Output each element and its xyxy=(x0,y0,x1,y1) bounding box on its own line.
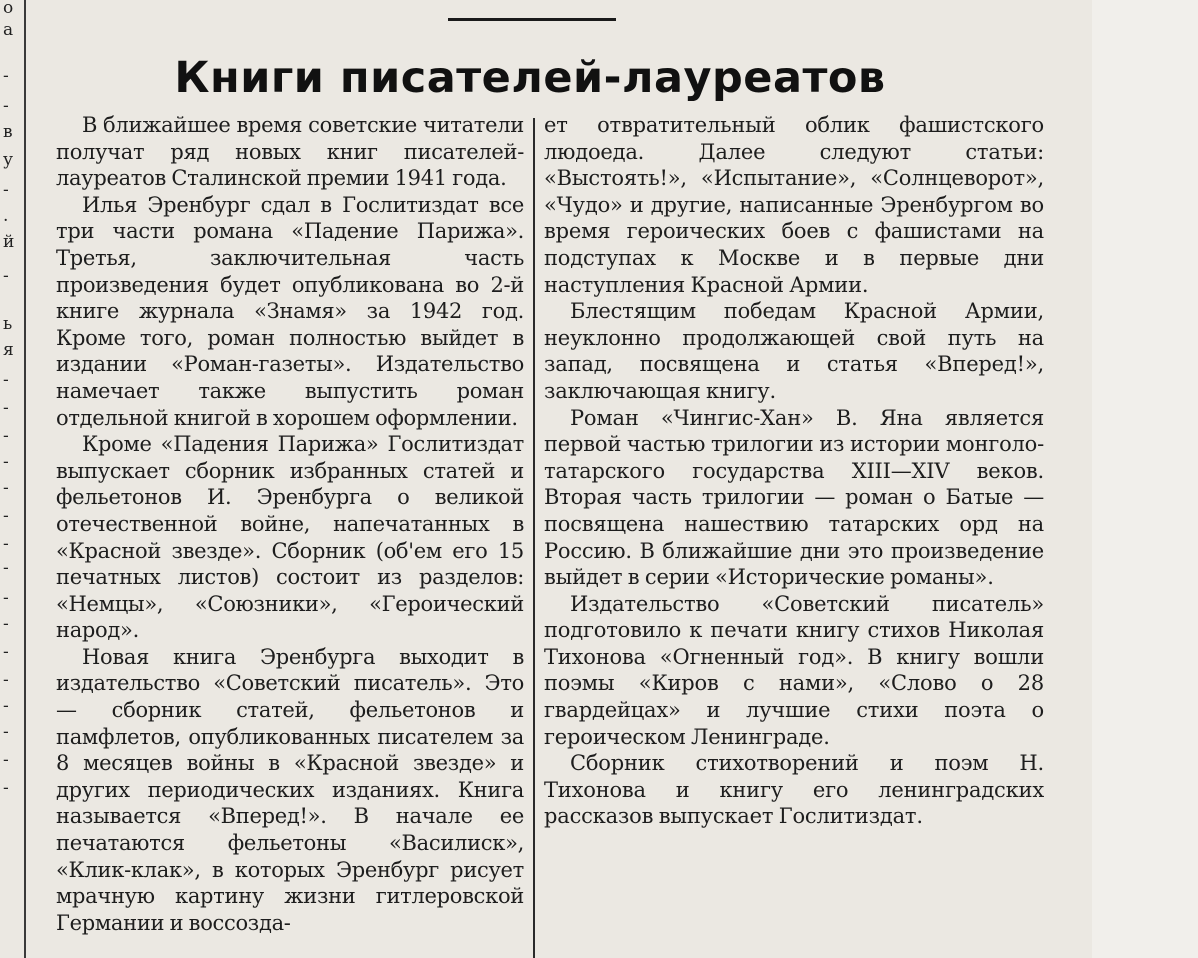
margin-glyph: а xyxy=(3,20,14,40)
margin-glyph: - xyxy=(3,558,9,578)
margin-glyph: - xyxy=(3,180,9,200)
margin-glyph: ь xyxy=(3,314,13,334)
margin-glyph: - xyxy=(3,452,9,472)
margin-glyph: - xyxy=(3,534,9,554)
paragraph: Сборник стихотворений и поэм Н. Тихонова и книгу его ленинградских рассказов выпускает Гослитиздат. xyxy=(544,751,1044,829)
margin-glyph: у xyxy=(3,150,14,170)
margin-glyph: - xyxy=(3,642,9,662)
margin-glyph: - xyxy=(3,506,9,526)
margin-glyph: - xyxy=(3,588,9,608)
margin-glyph: - xyxy=(3,370,9,390)
margin-glyph: - xyxy=(3,66,9,86)
margin-glyph: - xyxy=(3,478,9,498)
headline-top-rule xyxy=(448,18,616,21)
margin-glyph: в xyxy=(3,122,13,142)
paragraph: Илья Эренбург сдал в Гослитиздат все три части романа «Падение Парижа». Третья, заключительная часть произведения будет опубликована во 2-й книге журнала «Знамя» за 1942 год. Кроме того, роман полностью выйдет в издании «Роман-газеты». Издательство намечает также выпустить роман отдельной книгой в хорошем оформлении. xyxy=(56,192,524,430)
margin-glyph: . xyxy=(3,206,9,226)
margin-glyph: - xyxy=(3,696,9,716)
left-margin-fragment xyxy=(0,0,22,958)
margin-glyph: - xyxy=(3,96,9,116)
margin-glyph: о xyxy=(3,0,14,18)
paragraph: ет отвратительный облик фашистского людоеда. Далее следуют статьи: «Выстоять!», «Испытание», «Солнцеворот», «Чудо» и другие, написанные Эренбургом во время героических боев с фашистами на подступах к Москве и в первые дни наступления Красной Армии. xyxy=(544,113,1044,297)
margin-glyph: я xyxy=(3,340,14,360)
margin-glyph: - xyxy=(3,266,9,286)
paragraph: Блестящим победам Красной Армии, неуклонно продолжающей свой путь на запад, посвящена и статья «Вперед!», заключающая книгу. xyxy=(544,299,1044,403)
article-headline: Книги писателей-лауреатов xyxy=(174,53,886,103)
margin-glyph: - xyxy=(3,670,9,690)
article-column-left xyxy=(56,112,524,936)
page-right-margin xyxy=(1092,0,1198,958)
margin-glyph: - xyxy=(3,750,9,770)
paragraph: Новая книга Эренбурга выходит в издательство «Советский писатель». Это — сборник статей, фельетонов и памфлетов, опубликованных писателем за 8 месяцев войны в «Красной звезде» и других периодических изданиях. Книга называется «Вперед!». В начале ее печатаются фельетоны «Василиск», «Клик-клак», в которых Эренбург рисует мрачную картину жизни гитлеровской Германии и воссозда- xyxy=(56,644,524,935)
margin-glyph: й xyxy=(3,232,15,252)
column-divider xyxy=(533,118,535,958)
margin-glyph: - xyxy=(3,398,9,418)
paragraph: Издательство «Советский писатель» подготовило к печати книгу стихов Николая Тихонова «Огненный год». В книгу вошли поэмы «Киров с нами», «Слово о 28 гвардейцах» и лучшие стихи поэта о героическом Ленинграде. xyxy=(544,591,1044,749)
margin-glyph: - xyxy=(3,722,9,742)
margin-glyph: - xyxy=(3,614,9,634)
paragraph: Роман «Чингис-Хан» В. Яна является первой частью трилогии из истории монголо-татарского государства XIII—XIV веков. Вторая часть трилогии — роман о Батые — посвящена нашествию татарских орд на Россию. В ближайшие дни это произведение выйдет в серии «Исторические романы». xyxy=(544,405,1044,590)
margin-glyph: - xyxy=(3,426,9,446)
margin-glyph: - xyxy=(3,778,9,798)
paragraph: В ближайшее время советские читатели получат ряд новых книг писателей-лауреатов Сталинской премии 1941 года. xyxy=(56,113,524,191)
left-column-rule xyxy=(24,0,26,958)
paragraph: Кроме «Падения Парижа» Гослитиздат выпускает сборник избранных статей и фельетонов И. Эренбурга о великой отечественной войне, напечатанных в «Красной звезде». Сборник (об'ем его 15 печатных листов) состоит из разделов: «Немцы», «Союзники», «Героический народ». xyxy=(56,432,524,643)
article-column-right xyxy=(544,112,1044,830)
